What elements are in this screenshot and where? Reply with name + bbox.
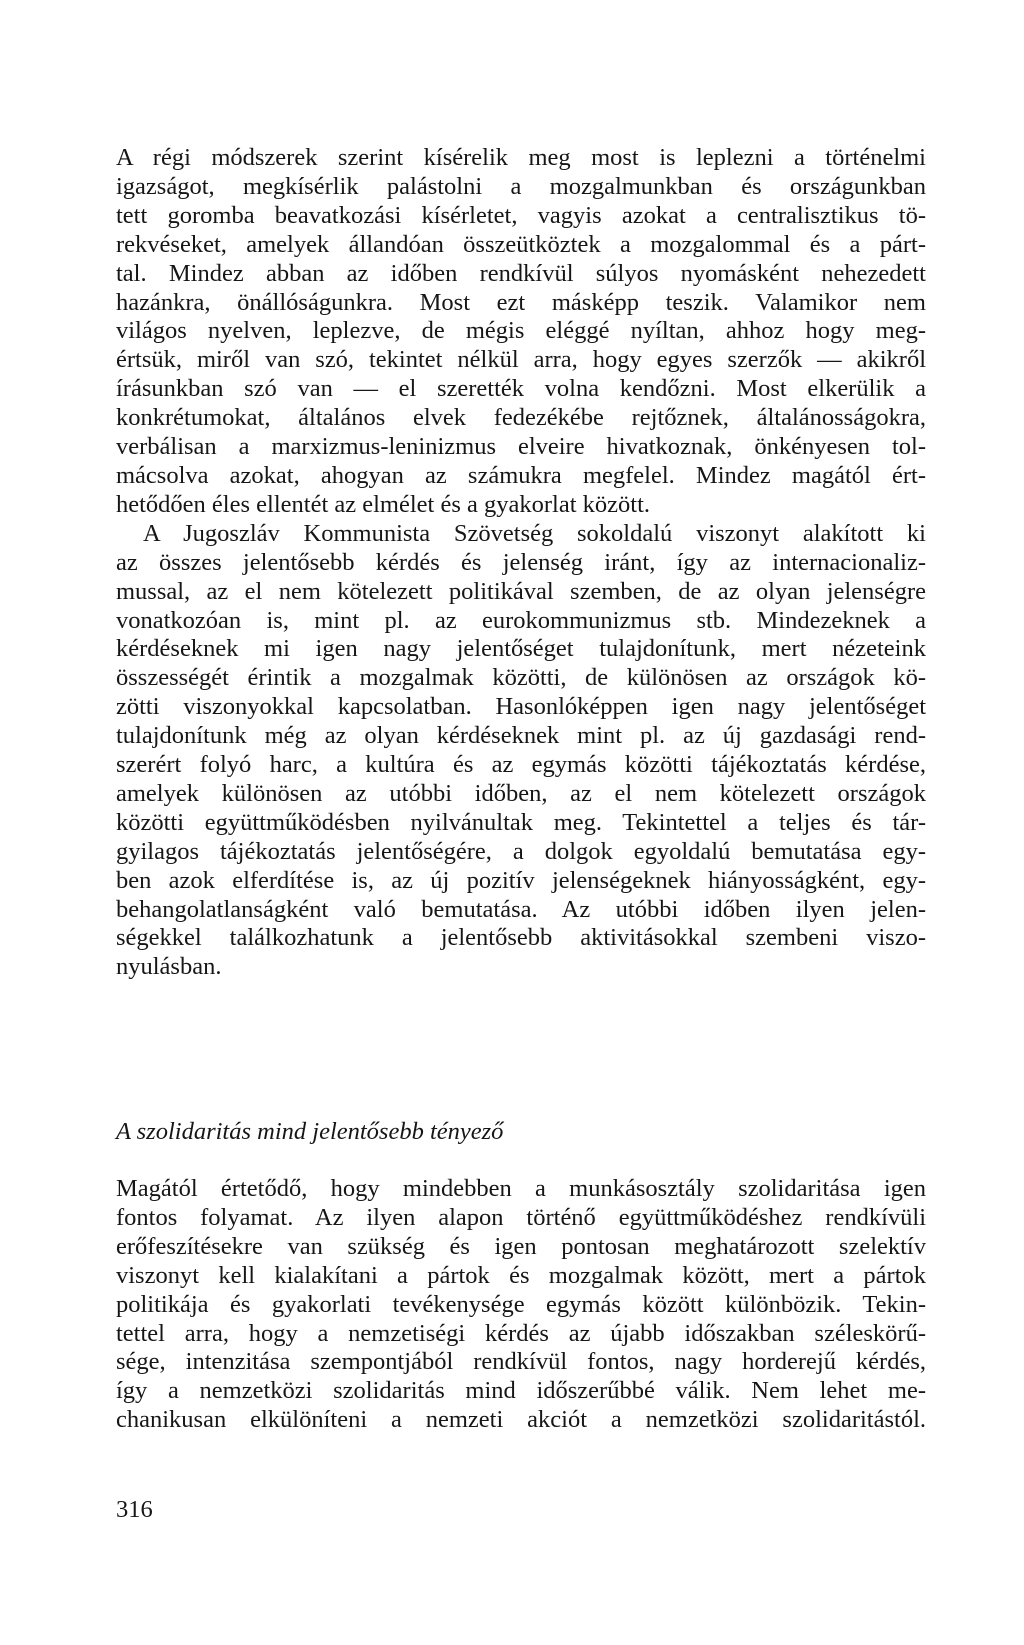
text-line: szerért folyó harc, a kultúra és az egymás közötti tájékoztatás kérdése, <box>116 751 926 779</box>
text-line: tal. Mindez abban az időben rendkívül súlyos nyomásként nehezedett <box>116 259 926 287</box>
text-line: mácsolva azokat, ahogyan az számukra megfelel. Mindez magától ért- <box>116 461 926 489</box>
text-line: összességét érintik a mozgalmak közötti, de különösen az országok kö- <box>116 664 926 692</box>
text-line: ségekkel találkozhatunk a jelentősebb aktivitásokkal szembeni viszo- <box>116 924 926 952</box>
text-line: tulajdonítunk még az olyan kérdéseknek mint pl. az új gazdasági rend- <box>116 722 926 750</box>
page-number: 316 <box>116 1496 153 1523</box>
text-line: erőfeszítésekre van szükség és igen pontosan meghatározott szelektív <box>116 1232 926 1260</box>
text-line: viszonyt kell kialakítani a pártok és mozgalmak között, mert a pártok <box>116 1261 926 1289</box>
text-line: zötti viszonyokkal kapcsolatban. Hasonlóképpen igen nagy jelentőséget <box>116 693 926 721</box>
text-line: A Jugoszláv Kommunista Szövetség sokoldalú viszonyt alakított ki <box>143 519 926 547</box>
text-line: hazánkra, önállóságunkra. Most ezt másképp teszik. Valamikor nem <box>116 288 926 316</box>
text-line: politikája és gyakorlati tevékenysége egymás között különbözik. Tekin- <box>116 1290 926 1318</box>
text-line: verbálisan a marxizmus-leninizmus elveire hivatkoznak, önkényesen tol- <box>116 433 926 461</box>
text-line: hetődően éles ellentét az elmélet és a gyakorlat között. <box>116 490 651 518</box>
text-line: világos nyelven, leplezve, de mégis eléggé nyíltan, ahhoz hogy meg- <box>116 317 926 345</box>
text-line: amelyek különösen az utóbbi időben, az el nem kötelezett országok <box>116 779 926 807</box>
text-line: konkrétumokat, általános elvek fedezékébe rejtőznek, általánosságokra, <box>116 404 926 432</box>
text-line: az összes jelentősebb kérdés és jelenség iránt, így az internacionaliz- <box>116 548 926 576</box>
text-line: rekvéseket, amelyek állandóan összeütköztek a mozgalommal és a párt- <box>116 230 926 258</box>
paragraph-1 <box>116 144 926 520</box>
section-heading: A szolidaritás mind jelentősebb tényező <box>116 1118 504 1145</box>
text-line: tettel arra, hogy a nemzetiségi kérdés az újabb időszakban széleskörű- <box>116 1319 926 1347</box>
text-line: fontos folyamat. Az ilyen alapon történő együttműködéshez rendkívüli <box>116 1203 926 1231</box>
text-line: Magától értetődő, hogy mindebben a munkásosztály szolidaritása igen <box>116 1175 926 1202</box>
text-line: A régi módszerek szerint kísérelik meg most is leplezni a történelmi <box>116 144 926 171</box>
text-line: sége, intenzitása szempontjából rendkívül fontos, nagy horderejű kérdés, <box>116 1348 926 1376</box>
text-line: írásunkban szó van — el szerették volna kendőzni. Most elkerülik a <box>116 375 926 403</box>
text-line: így a nemzetközi szolidaritás mind időszerűbbé válik. Nem lehet me- <box>116 1377 926 1405</box>
text-block-lower <box>116 1175 926 1435</box>
text-line: gyilagos tájékoztatás jelentőségére, a dolgok egyoldalú bemutatása egy- <box>116 837 926 865</box>
text-line: ben azok elferdítése is, az új pozitív jelenségeknek hiányosságként, egy- <box>116 866 926 894</box>
text-line: vonatkozóan is, mint pl. az eurokommunizmus stb. Mindezeknek a <box>116 606 926 634</box>
paragraph-2 <box>116 520 926 983</box>
paragraph-3 <box>116 1175 926 1435</box>
text-line: chanikusan elkülöníteni a nemzeti akciót a nemzetközi szolidaritástól. <box>116 1406 926 1434</box>
text-line: értsük, miről van szó, tekintet nélkül arra, hogy egyes szerzők — akikről <box>116 346 926 374</box>
text-line: kérdéseknek mi igen nagy jelentőséget tulajdonítunk, mert nézeteink <box>116 635 926 663</box>
text-line: mussal, az el nem kötelezett politikával szemben, de az olyan jelenségre <box>116 577 926 605</box>
text-line: tett goromba beavatkozási kísérletet, vagyis azokat a centralisztikus tö- <box>116 201 926 229</box>
text-line: közötti együttműködésben nyilvánultak meg. Tekintettel a teljes és tár- <box>116 808 926 836</box>
text-line: igazságot, megkísérlik palástolni a mozgalmunkban és országunkban <box>116 172 926 200</box>
text-line: behangolatlanságként való bemutatása. Az utóbbi időben ilyen jelen- <box>116 895 926 923</box>
text-line: nyulásban. <box>116 953 222 981</box>
text-block-upper <box>116 144 926 982</box>
